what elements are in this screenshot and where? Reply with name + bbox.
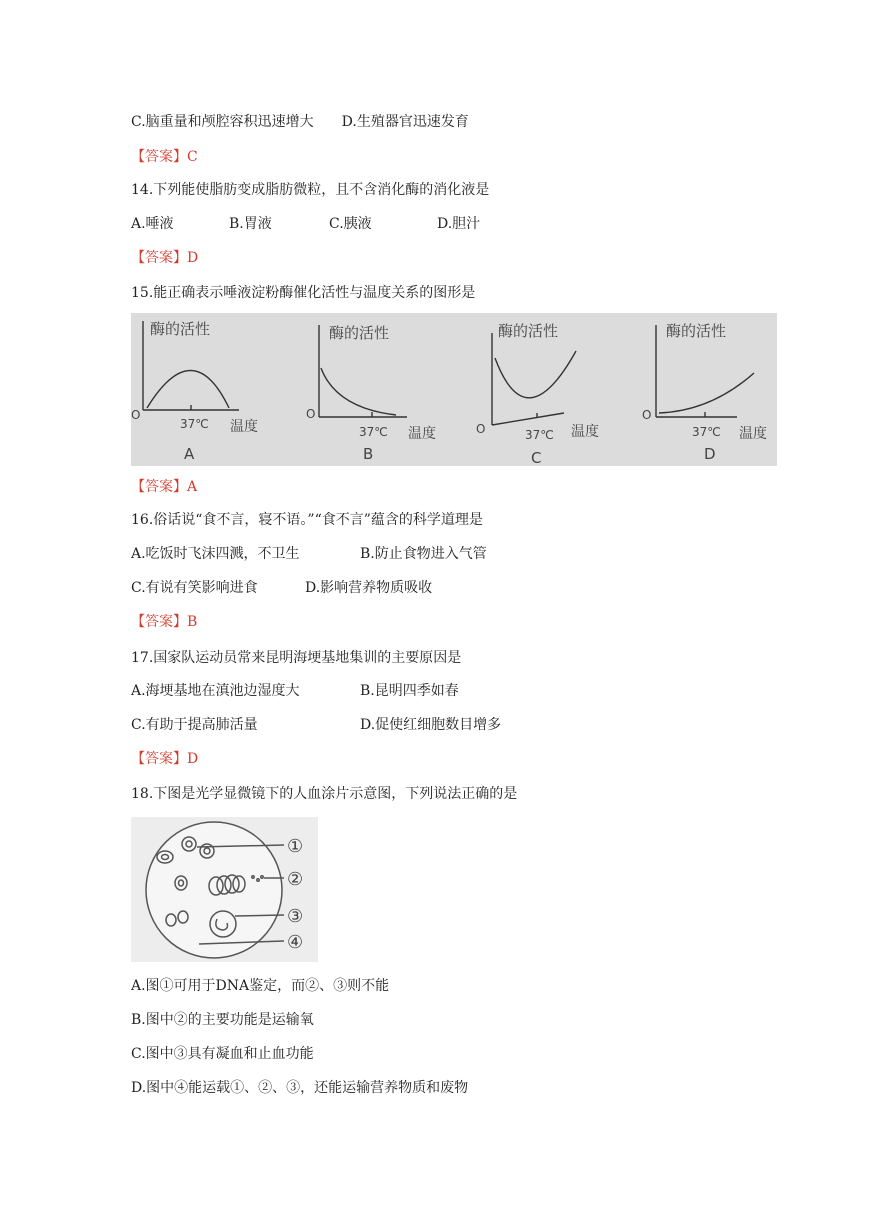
q18-stem: 18.下图是光学显微镜下的人血涂片示意图，下列说法正确的是	[131, 786, 518, 802]
q18-option-b: B.图中②的主要功能是运输氧	[131, 1012, 314, 1028]
answer-tag: 【答案】	[131, 250, 187, 266]
q18-option-c: C.图中③具有凝血和止血功能	[131, 1046, 314, 1062]
answer-value: A	[187, 479, 198, 495]
graph-d-xlabel: 温度	[739, 426, 767, 442]
q16-option-c: C.有说有笑影响进食	[131, 580, 258, 596]
blood-smear-diagram	[131, 817, 318, 962]
graph-d-letter: D	[704, 445, 716, 463]
graph-d-origin: O	[642, 408, 652, 422]
q16-answer	[131, 612, 197, 632]
q18-option-a: A.图①可用于DNA鉴定，而②、③则不能	[131, 978, 390, 994]
label-2: ②	[287, 869, 304, 890]
graph-d-ylabel: 酶的活性	[666, 322, 727, 340]
q14-option-c: C.胰液	[329, 216, 372, 232]
q14-option-a: A.唾液	[131, 216, 174, 232]
graph-c-xlabel: 温度	[571, 424, 599, 440]
q18-option-d: D.图中④能运载①、②、③，还能运输营养物质和废物	[131, 1080, 469, 1096]
graph-c-x-axis	[492, 413, 564, 425]
enzyme-temperature-graphs	[131, 313, 777, 466]
q17-option-a: A.海埂基地在滇池边湿度大	[131, 683, 300, 699]
label-3: ③	[287, 906, 304, 927]
q17-option-d: D.促使红细胞数目增多	[360, 717, 502, 733]
pointer-line-3	[235, 915, 284, 916]
q14-answer	[131, 248, 198, 268]
answer-value: B	[187, 614, 198, 630]
graph-b-tick-label: 37℃	[359, 425, 388, 439]
graph-b-xlabel: 温度	[408, 426, 436, 442]
graph-c-tick-label: 37℃	[525, 428, 554, 442]
q15-answer	[131, 477, 197, 497]
graph-b-origin: O	[306, 407, 316, 421]
q14-option-b: B.胃液	[229, 216, 272, 232]
answer-value: D	[187, 751, 199, 767]
microscope-field	[146, 822, 282, 958]
answer-tag: 【答案】	[131, 149, 187, 165]
q17-stem: 17.国家队运动员常来昆明海埂基地集训的主要原因是	[131, 650, 462, 666]
label-4: ④	[287, 932, 304, 953]
graph-c-ylabel: 酶的活性	[498, 322, 559, 340]
graph-d-curve	[659, 373, 754, 413]
answer-value: D	[187, 250, 199, 266]
q17-answer	[131, 749, 198, 769]
graph-a-ylabel: 酶的活性	[150, 320, 211, 338]
q13-options-cd: C.脑重量和颅腔容积迅速增大 D.生殖器官迅速发育	[131, 114, 469, 130]
q16-option-a: A.吃饭时飞沫四溅，不卫生	[131, 546, 300, 562]
q17-option-b: B.昆明四季如春	[360, 683, 459, 699]
graph-b-letter: B	[363, 445, 374, 463]
graph-b-ylabel: 酶的活性	[329, 324, 390, 342]
q13-answer	[131, 147, 198, 167]
q16-option-d: D.影响营养物质吸收	[305, 580, 433, 596]
answer-tag: 【答案】	[131, 614, 187, 630]
graph-d-tick-label: 37℃	[692, 425, 721, 439]
q16-option-b: B.防止食物进入气管	[360, 546, 487, 562]
answer-tag: 【答案】	[131, 479, 187, 495]
q16-stem: 16.俗话说“食不言，寝不语。”“食不言”蕴含的科学道理是	[131, 512, 483, 528]
graph-a-curve	[147, 371, 229, 409]
graph-c-curve	[495, 351, 576, 398]
graph-c-origin: O	[476, 422, 486, 436]
q17-option-c: C.有助于提高肺活量	[131, 717, 258, 733]
graph-a-origin: O	[131, 408, 141, 422]
graph-c-letter: C	[531, 449, 542, 466]
label-1: ①	[287, 836, 304, 857]
q14-option-d: D.胆汁	[437, 216, 481, 232]
q15-stem: 15.能正确表示唾液淀粉酶催化活性与温度关系的图形是	[131, 285, 476, 301]
graph-a-letter: A	[184, 445, 195, 463]
graph-b-curve	[321, 368, 396, 415]
graph-a-xlabel: 温度	[230, 419, 258, 435]
graph-a-tick-label: 37℃	[180, 417, 209, 431]
answer-value: C	[187, 149, 198, 165]
answer-tag: 【答案】	[131, 751, 187, 767]
q14-stem: 14.下列能使脂肪变成脂肪微粒，且不含消化酶的消化液是	[131, 182, 490, 198]
